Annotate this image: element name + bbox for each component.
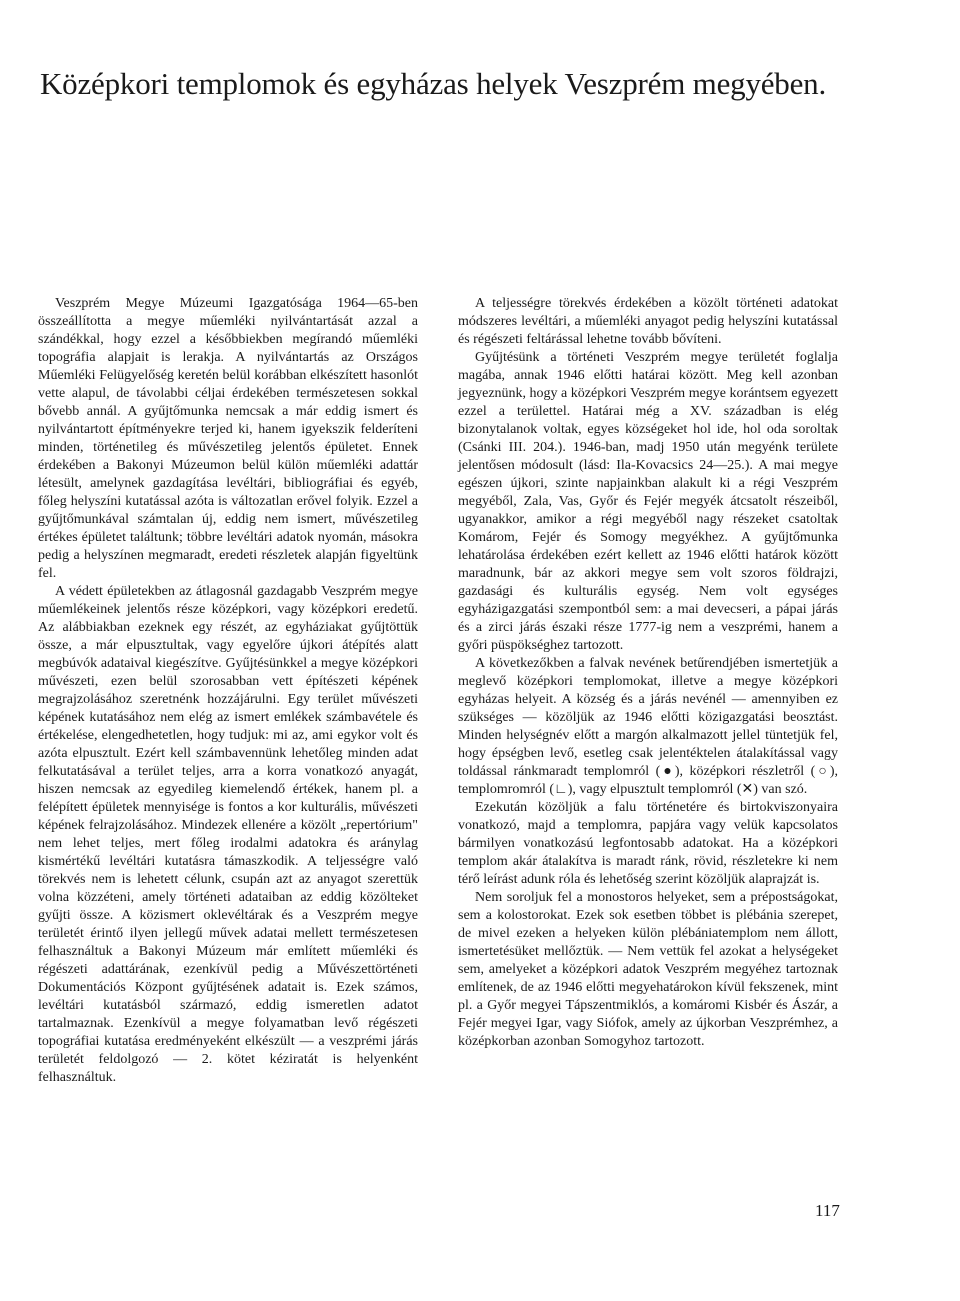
right-text-column bbox=[458, 295, 838, 1051]
page-number: 117 bbox=[815, 1201, 840, 1220]
page-title: Középkori templomok és egyházas helyek Veszprém megyében. bbox=[40, 66, 827, 101]
paragraph: A védett épületekben az átlagosnál gazdagabb Veszprém megye műemlékeinek jelentős része középkori, vagy középkori eredetű. Az alábbiakban ezeknek egy részét, az egyháziakat gyűjtöttük össze, a már elpusztultak, vagy egyelőre újkori átépítés alatt megbúvók adataival kiegészítve. Gyűjtésünkkel a megye középkori művészeti, ezen belül szorosabban vett építészeti képének megrajzolásához szeretnénk hozzájárulni. Egy terület művészeti képének kutatásához nem elég az ismert emlékek számbavétele és értékelése, elengedhetetlen, hogy tudjuk: mi az, ami egykor volt és azóta elpusztult. Ezért kell számbavennünk lehetőleg minden adat felkutatásával a terület teljes, arra a korra vonatkozó anyagát, hiszen nemcsak az egyedileg kiemelendő értékek, hanem pl. a felépített épületek mennyisége is fontos a kor kulturális, művészeti képének felrajzolásához. Mindezek ellenére a közölt „repertórium" nem lehet teljes, mert főleg irodalmi adatokra és aránylag kismértékű levéltári kutatásra támaszkodik. A teljességre való törekvés nem is lehetett célunk, csupán azt az anyagot szerettük volna közzéteni, amely történeti adataiban az eddig közölteket gyűjti össze. A közismert oklevéltárak és a Veszprém megye területét érintő ilyen jellegű művek adatai mellett természetesen felhasználtuk a Bakonyi Múzeum már említett műemléki és régészeti adattárának, ezenkívül pedig a Művészettörténeti Dokumentációs Központ gyűjtésének adatait is. Ezek számos, levéltári kutatásból származó, eddig ismeretlen adatot tartalmaznak. Ezenkívül a megye folyamatban levő régészeti topográfiai kutatása eredményeként elkészült — a veszprémi járás területét feldolgozó — 2. kötet kéziratát is helyenként felhasználtuk. bbox=[38, 584, 418, 1085]
paragraph: A teljességre törekvés érdekében a közölt történeti adatokat módszeres levéltári, a műemléki anyagot pedig helyszíni kutatással és régészeti feltárással lehetne tovább bővíteni. bbox=[458, 296, 838, 347]
paragraph: Nem soroljuk fel a monostoros helyeket, sem a prépostságokat, sem a kolostorokat. Ezek sok esetben többet is plébánia szerepet, de mivel ezeken a helyeken külön plébániatemplom nem állott, ismertetésüket mellőztük. — Nem vettük fel azokat a helységeket sem, amelyeket a középkori adatok Veszprém megyéhez tartoznak említenek, de az 1946 előtti megyehatárokon kívül fekszenek, mint pl. a Győr megyei Tápszentmiklós, a komáromi Kisbér és Ászár, a Fejér megyei Igar, vagy Siófok, amely az újkorban Veszprémhez, a középkorban azonban Somogyhoz tartozott. bbox=[458, 890, 838, 1049]
paragraph: Veszprém Megye Múzeumi Igazgatósága 1964—65-ben összeállította a megye műemléki nyilvántartását azzal a szándékkal, hogy ezzel a későbbiekben megírandó műemléki topográfia alapjait is lerakja. A nyilvántartás az Országos Műemléki Felügyelőség keretén belül korábban elkészített hasonlót vette alapul, de távolabbi céljai érdekében természetesen sokkal bővebb annál. A gyűjtőmunka nemcsak a már eddig ismert és nyilvántartott építményekre terjed ki, hanem igyekszik felderíteni minden, történetileg és művészetileg jelentős épületet. Ennek érdekében a Bakonyi Múzeumon belül külön műemléki adattár létesült, amelynek gazdagítása levéltári, bibliográfiai és egyéb, főleg helyszíni kutatással azóta is változatlan erővel folyik. Ezzel a gyűjtőmunkával számtalan új, eddig nem ismert, művészetileg értékes épületet találtunk; többre levéltári adatok nyomán, másokra pedig a helyszínen megmaradt, eredeti részletek alapján figyeltünk fel. bbox=[38, 296, 418, 581]
paragraph: Gyűjtésünk a történeti Veszprém megye területét foglalja magába, annak 1946 előtti határai között. Meg kell azonban jegyeznünk, hogy a középkori Veszprém megye korántsem egyezett ezzel a területtel. Határai még a XV. században is elég bizonytalanok voltak, egyes községeket hol ide, hol oda soroltak (Csánki III. 204.). 1946-ban, madj 1950 után megyénk területe jelentősen módosult (lásd: Ila-Kovacsics 24—25.). A mai megye egészen újkori, szinte napjainkban alakult ki a régi Veszprém megyéből, Zala, Vas, Győr és Fejér megyék átcsatolt részeiből, ugyanakkor, amikor a régi megyéből nagy részeket csatoltak Komárom, Fejér és Somogy megyékhez. A gyűjtőmunka lehatárolása érdekében ezért kellett az 1946 előtti határok között maradnunk, bár az akkori megye sem volt szoros földrajzi, gazdasági és kulturális egység. Nem volt egységes egyházigazgatási szempontból sem: a mai devecseri, a pápai járás és a zirci járás északi része 1777-ig nem a veszprémi, hanem a győri püspökséghez tartozott. bbox=[458, 350, 838, 653]
paragraph: A következőkben a falvak nevének betűrendjében ismertetjük a meglevő középkori templomokat, illetve a megye középkori egyházas helyeit. A község és a járás nevénél — amennyiben ez szükséges — közöljük az 1946 előtti közigazgatási beosztást. Minden helységnév előtt a margón alkalmazott jellel tüntetjük fel, hogy épségben levő, esetleg csak jelentéktelen átalakítással vagy toldással ránkmaradt templomról (●), középkori részletről (○), templomromról (∟), vagy elpusztult templomról (✕) van szó. bbox=[458, 656, 838, 797]
left-text-column bbox=[38, 295, 418, 1087]
paragraph: Ezekután közöljük a falu történetére és birtokviszonyaira vonatkozó, majd a templomra, papjára vagy velük kapcsolatos bármilyen vonatkozású legfontosabb adatokat. Ha a középkori templom akár átalakítva is maradt ránk, rövid, részletekre ki nem térő leírást adunk róla és lehetőség szerint közöljük alaprajzát is. bbox=[458, 800, 838, 887]
